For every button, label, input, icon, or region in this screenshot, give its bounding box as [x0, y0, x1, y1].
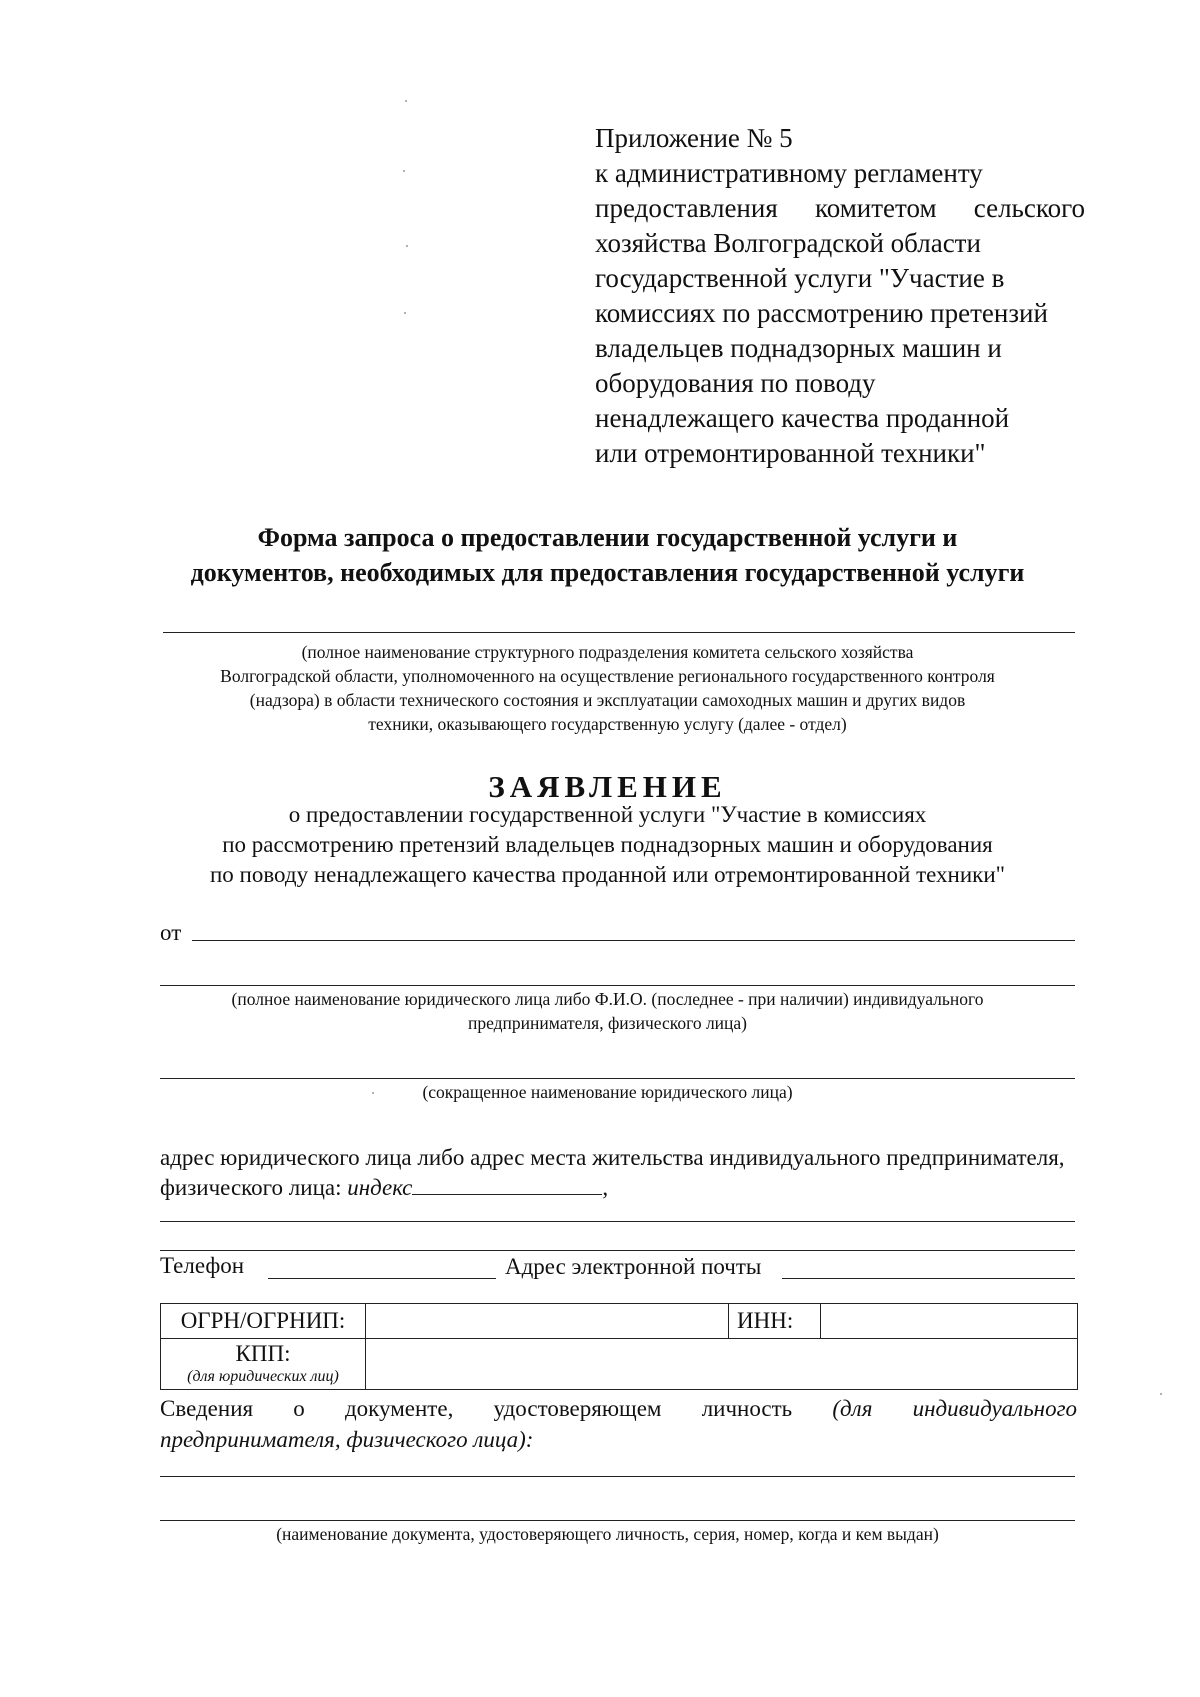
caption-line: (полное наименование структурного подразделения комитета сельского хозяйства	[301, 642, 914, 662]
scan-speck	[404, 312, 406, 314]
kpp-label-cell	[161, 1339, 366, 1390]
identity-word: индивидуального	[912, 1396, 1078, 1421]
ogrn-field[interactable]	[366, 1304, 729, 1339]
caption-line: (сокращенное наименование юридического лица)	[422, 1082, 793, 1102]
application-title: ЗАЯВЛЕНИЕ	[488, 769, 727, 804]
identity-word: о	[293, 1396, 305, 1421]
subtitle-line: по рассмотрению претензий владельцев поднадзорных машин и оборудования	[222, 832, 993, 857]
index-label: индекс	[347, 1175, 413, 1200]
scan-speck	[1160, 1393, 1162, 1395]
ogrn-label: ОГРН/ОГРНИП:	[161, 1304, 366, 1339]
appendix-line: ненадлежащего качества проданной	[595, 403, 1010, 433]
scan-speck	[403, 170, 405, 172]
email-label: Адрес электронной почты	[505, 1254, 762, 1279]
short-name-field-line[interactable]	[160, 1078, 1075, 1079]
email-field-line[interactable]	[782, 1278, 1075, 1279]
appendix-header	[595, 121, 1085, 471]
identity-line-1	[160, 1393, 1077, 1424]
address-block	[160, 1143, 1080, 1203]
identity-field-line-2[interactable]	[160, 1520, 1075, 1521]
registry-table	[160, 1303, 1078, 1390]
from-label: от	[160, 920, 182, 945]
inn-field[interactable]	[821, 1304, 1078, 1339]
scan-speck	[372, 1092, 374, 1094]
kpp-note: (для юридических лиц)	[187, 1368, 339, 1385]
appendix-line: предоставления комитетом сельского	[595, 193, 1085, 223]
address-line: адрес юридического лица либо адрес места жительства индивидуального предпринимателя,	[160, 1145, 1065, 1170]
identity-line-2: предпринимателя, физического лица):	[160, 1427, 534, 1452]
subtitle-line: о предоставлении государственной услуги "Участие в комиссиях	[288, 802, 927, 827]
form-title-line: Форма запроса о предоставлении государственной услуги и	[257, 523, 958, 552]
address-field-line-2[interactable]	[160, 1250, 1075, 1251]
appendix-line: к административному регламенту	[595, 158, 983, 188]
appendix-line: комиссиях по рассмотрению претензий	[595, 298, 1048, 328]
appendix-line: хозяйства Волгоградской области	[595, 228, 981, 258]
caption-line: (надзора) в области технического состояния и эксплуатации самоходных машин и других видов	[249, 690, 966, 710]
identity-field-line-1[interactable]	[160, 1476, 1075, 1477]
caption-line: техники, оказывающего государственную услугу (далее - отдел)	[368, 714, 847, 734]
kpp-field[interactable]	[366, 1339, 1078, 1390]
subtitle-line: по поводу ненадлежащего качества проданной или отремонтированной техники"	[209, 862, 1006, 887]
table-row	[161, 1339, 1078, 1390]
appendix-line: Приложение № 5	[595, 123, 793, 153]
kpp-label: КПП:	[235, 1341, 291, 1366]
appendix-line: или отремонтированной техники"	[595, 438, 986, 468]
identity-word: удостоверяющем	[493, 1396, 662, 1421]
department-caption	[140, 640, 1075, 736]
phone-label: Телефон	[160, 1253, 245, 1278]
application-subtitle	[140, 800, 1075, 890]
identity-word: (для	[832, 1396, 873, 1421]
form-title-line: документов, необходимых для предоставления государственной услуги	[190, 558, 1025, 587]
identity-caption	[140, 1522, 1075, 1546]
appendix-line: оборудования по поводу	[595, 368, 876, 398]
index-suffix: ,	[602, 1175, 609, 1200]
appendix-line: государственной услуги "Участие в	[595, 263, 1005, 293]
applicant-field-line-1[interactable]	[192, 940, 1075, 941]
form-title	[140, 520, 1075, 590]
identity-doc-block	[160, 1393, 1077, 1455]
department-field-line[interactable]	[163, 632, 1075, 633]
caption-line: (полное наименование юридического лица либо Ф.И.О. (последнее - при наличии) индивидуального	[231, 989, 984, 1009]
scan-speck	[405, 100, 407, 102]
table-row	[161, 1304, 1078, 1339]
caption-line: (наименование документа, удостоверяющего личность, серия, номер, когда и кем выдан)	[276, 1524, 939, 1544]
address-prefix: физического лица:	[160, 1175, 348, 1200]
identity-word: документе,	[344, 1396, 454, 1421]
phone-field-line[interactable]	[268, 1278, 496, 1279]
applicant-caption	[140, 987, 1075, 1035]
applicant-field-line-2[interactable]	[160, 985, 1075, 986]
address-field-line-1[interactable]	[160, 1221, 1075, 1222]
scan-speck	[406, 245, 408, 247]
appendix-line: владельцев поднадзорных машин и	[595, 333, 1002, 363]
inn-label: ИНН:	[729, 1304, 821, 1339]
identity-word: личность	[701, 1396, 793, 1421]
caption-line: Волгоградской области, уполномоченного на осуществление регионального государственного контроля	[220, 666, 995, 686]
identity-word: Сведения	[160, 1396, 254, 1421]
index-field[interactable]	[412, 1174, 602, 1195]
address-line-2	[160, 1173, 1080, 1203]
caption-line: предпринимателя, физического лица)	[467, 1013, 748, 1033]
short-name-caption	[140, 1080, 1075, 1104]
